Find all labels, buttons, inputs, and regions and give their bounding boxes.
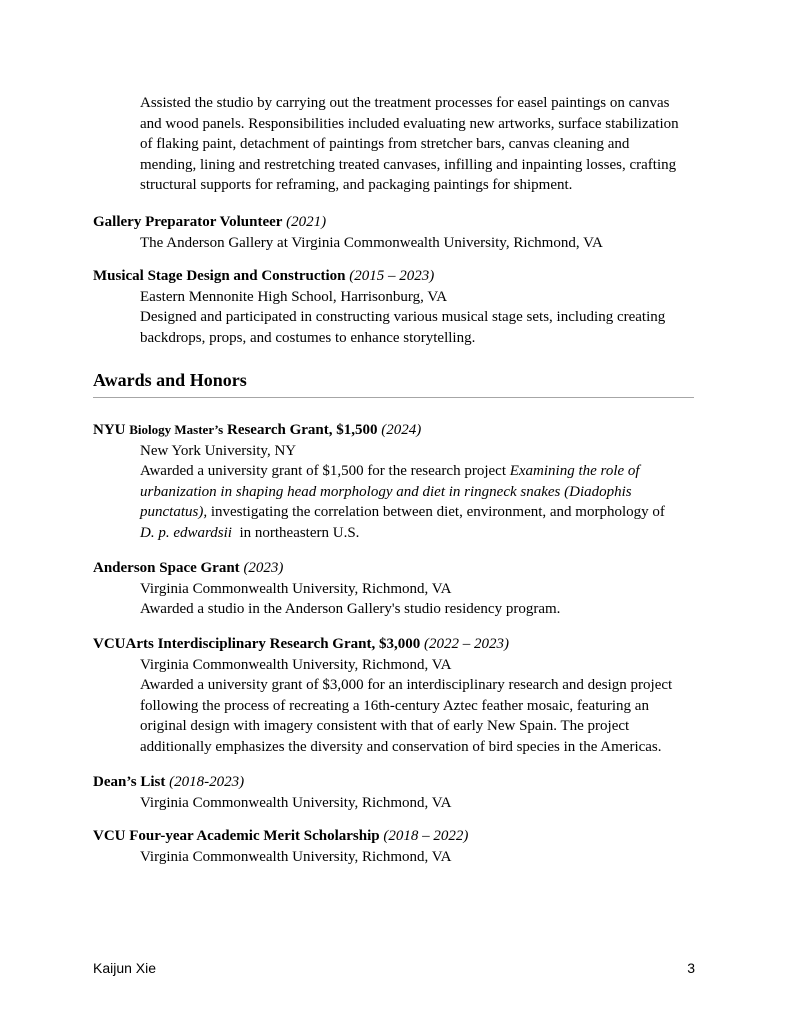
entry-line: Designed and participated in constructing various musical stage sets, including creating — [140, 309, 666, 325]
entry-date: (2018 – 2022) — [383, 828, 469, 844]
italic-span: D. p. edwardsii — [140, 524, 232, 541]
entry-title: Musical Stage Design and Construction — [93, 268, 346, 284]
entry-heading — [93, 420, 703, 441]
experience-entry — [93, 212, 703, 253]
paragraph-line: Assisted the studio by carrying out the treatment processes for easel paintings on canvas — [140, 95, 670, 111]
entry-date: (2021) — [286, 214, 327, 230]
entry-line: additionally emphasizes the diversity and conservation of bird species in the Americas. — [140, 738, 662, 755]
paragraph-line: and wood panels. Responsibilities included evaluating new artworks, surface stabilization — [140, 115, 679, 132]
section-heading: Awards and Honors — [93, 370, 247, 390]
entry-date: (2015 – 2023) — [349, 268, 435, 284]
entry-heading — [93, 772, 703, 793]
entry-line — [93, 482, 703, 503]
entry-line: The Anderson Gallery at Virginia Commonwealth University, Richmond, VA — [140, 234, 603, 251]
entry-line: Eastern Mennonite High School, Harrisonburg, VA — [140, 288, 448, 305]
entry-title: Dean’s List — [93, 774, 166, 790]
entry-line: following the process of recreating a 16th-century Aztec feather mosaic, featuring an — [140, 697, 649, 714]
page-number: 3 — [687, 960, 695, 976]
text-span: in northeastern U.S. — [231, 524, 360, 541]
entry-heading — [93, 634, 703, 655]
entry-title: VCUArts Interdisciplinary Research Grant, $3,000 — [93, 636, 421, 652]
entry-title: Anderson Space Grant — [93, 560, 240, 576]
entry-date: (2023) — [243, 560, 284, 576]
italic-span: punctatus), — [140, 504, 208, 520]
italic-span: urbanization in shaping head morphology and diet in ringneck snakes (Diadophis — [140, 483, 632, 500]
award-entry — [93, 826, 703, 867]
entry-title-part: Research Grant, $1,500 — [223, 422, 378, 438]
entry-line: original design with imagery consistent with that of early New Spain. The project — [140, 718, 630, 734]
entry-line: Virginia Commonwealth University, Richmond, VA — [140, 580, 452, 597]
entry-heading — [93, 558, 703, 579]
entry-line — [93, 461, 703, 482]
entry-title-part: Biology Master’s — [129, 422, 224, 437]
paragraph-line: structural supports for reframing, and packaging paintings for shipment. — [140, 177, 573, 193]
text-span: Awarded a university grant of $1,500 for the research project — [140, 463, 510, 479]
entry-date: (2024) — [381, 422, 422, 438]
intro-paragraph — [93, 93, 750, 196]
entry-line — [93, 502, 703, 523]
entry-title: Gallery Preparator Volunteer — [93, 214, 283, 230]
text-span: investigating the correlation between diet, environment, and morphology of — [207, 504, 665, 520]
section-divider — [93, 397, 694, 398]
award-entry — [93, 558, 703, 620]
entry-line: New York University, NY — [140, 442, 297, 459]
award-entry — [93, 772, 703, 813]
entry-heading — [93, 212, 703, 233]
award-entry — [93, 420, 703, 543]
paragraph-line: mending, lining and restretching treated canvases, infilling and inpainting losses, crafting — [140, 156, 677, 173]
award-entry — [93, 634, 703, 757]
footer-name: Kaijun Xie — [93, 960, 157, 976]
entry-line: Virginia Commonwealth University, Richmond, VA — [140, 656, 452, 673]
entry-line: Virginia Commonwealth University, Richmond, VA — [140, 794, 452, 811]
entry-line — [93, 523, 703, 544]
paragraph-line: of flaking paint, detachment of paintings from stretcher bars, canvas cleaning and — [140, 136, 630, 152]
italic-span: Examining the role of — [509, 463, 640, 479]
entry-title: VCU Four-year Academic Merit Scholarship — [93, 828, 380, 844]
entry-date: (2022 – 2023) — [423, 636, 509, 652]
entry-title: NYU — [93, 422, 130, 438]
experience-entry — [93, 266, 703, 348]
entry-line: Awarded a university grant of $3,000 for an interdisciplinary research and design project — [140, 677, 673, 693]
entry-heading — [93, 266, 703, 287]
entry-line: Virginia Commonwealth University, Richmond, VA — [140, 848, 452, 865]
entry-line: Awarded a studio in the Anderson Gallery's studio residency program. — [140, 601, 561, 617]
entry-line: backdrops, props, and costumes to enhance storytelling. — [140, 329, 476, 346]
entry-date: (2018-2023) — [169, 774, 245, 790]
entry-heading — [93, 826, 703, 847]
